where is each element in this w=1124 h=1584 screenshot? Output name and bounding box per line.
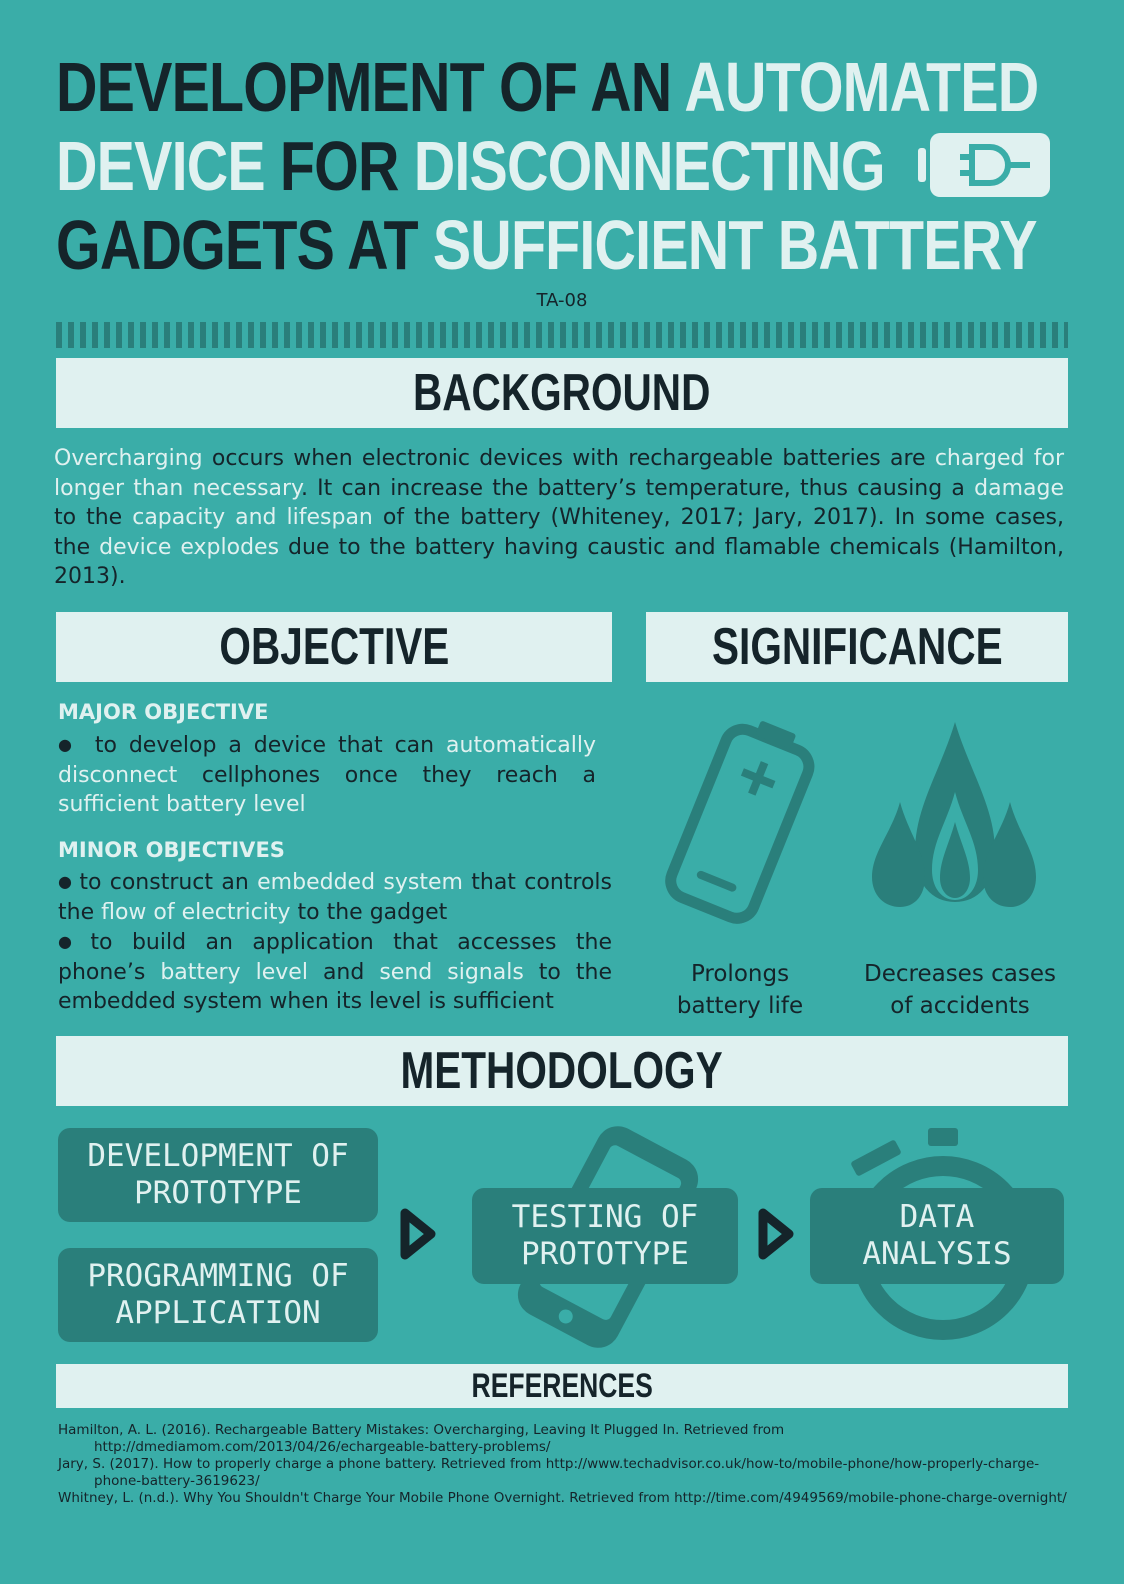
bullet-icon (58, 930, 90, 955)
body-text: to the embedded system when its level is sufficient (58, 959, 612, 1014)
significance-heading-bar (646, 612, 1068, 682)
poster-title (56, 48, 1039, 285)
significance-caption-2 (850, 958, 1070, 1022)
methodology-heading: METHODOLOGY (400, 1042, 724, 1100)
significance-heading: SIGNIFICANCE (711, 618, 1003, 676)
bullet-icon (58, 870, 79, 895)
background-heading: BACKGROUND (413, 364, 711, 422)
body-text: to construct an (79, 870, 258, 895)
title-highlight: DEVICE (56, 127, 280, 205)
reference-item: Whitney, L. (n.d.). Why You Shouldn't Charge Your Mobile Phone Overnight. Retrieved from http://time.com/4949569/mobile-phone-charge-overnight/ (58, 1490, 1067, 1506)
hl-text: sufficient battery level (58, 792, 306, 817)
method-step-programming (58, 1248, 378, 1342)
methodology-heading-bar (56, 1036, 1068, 1106)
body-text: of the battery (Whiteney, 2017; Jary, 2017). In some cases, the (54, 505, 1064, 560)
hl-text: battery level (160, 959, 308, 985)
step-line: ANALYSIS (862, 1236, 1012, 1272)
body-text: to the (54, 505, 133, 530)
bullet-icon (58, 733, 83, 758)
step-line: PROTOTYPE (134, 1175, 302, 1211)
hl-text: embedded system (257, 870, 463, 895)
hl-text: Overcharging (54, 446, 203, 471)
arrow-right-icon (400, 1208, 436, 1264)
step-line: PROTOTYPE (521, 1236, 689, 1272)
body-text: that controls the (58, 870, 612, 925)
reference-item: Hamilton, A. L. (2016). Rechargeable Battery Mistakes: Overcharging, Leaving It Plugged In. Retrieved from http://dmediamom.com/2013/04/26/echargeable-battery-problems/ (58, 1422, 785, 1455)
minor-objective-1 (58, 867, 612, 927)
body-text: to the gadget (290, 899, 448, 925)
major-objective-heading: MAJOR OBJECTIVE (58, 700, 269, 724)
body-text: occurs when electronic devices with rechargeable batteries are (202, 446, 935, 471)
hl-text: automatically disconnect (58, 733, 596, 788)
hl-text: capacity and lifespan (132, 505, 373, 530)
body-text: . It can increase the battery’s temperature, thus causing a (300, 475, 975, 501)
hl-text: send signals (379, 959, 524, 985)
body-text: to develop a device that can (82, 733, 447, 758)
objective-heading: OBJECTIVE (219, 618, 449, 676)
step-line: APPLICATION (115, 1295, 321, 1331)
title-text: GADGETS AT (56, 206, 433, 284)
objective-heading-bar (56, 612, 612, 682)
references-heading-bar (56, 1364, 1068, 1408)
step-line: TESTING OF (511, 1199, 699, 1235)
hl-text: flow of electricity (101, 899, 291, 925)
background-paragraph (54, 444, 1064, 592)
background-heading-bar (56, 358, 1068, 428)
minor-objective-text (58, 867, 612, 1017)
title-highlight: DISCONNECTING (413, 127, 885, 205)
caption-line: battery life (676, 993, 804, 1019)
major-objective-text (58, 730, 596, 820)
caption-line: Decreases cases (864, 961, 1056, 987)
reference-item: Jary, S. (2017). How to properly charge a phone battery. Retrieved from http://www.techadvisor.co.uk/how-to/mobile-phone/how-properly-charge-phone-battery-3619623/ (58, 1456, 1040, 1489)
plug-badge-notch (918, 148, 926, 182)
method-step-development (58, 1128, 378, 1222)
step-line: DEVELOPMENT OF (87, 1138, 349, 1174)
project-code: TA-08 (536, 290, 588, 311)
title-highlight: AUTOMATED (684, 48, 1039, 126)
references-heading: REFERENCES (471, 1367, 653, 1405)
body-text: due to the battery having caustic and flamable chemicals (Hamilton, 2013). (54, 534, 1064, 589)
hl-text: device explodes (99, 534, 280, 560)
minor-objective-2 (58, 927, 612, 1017)
step-line: DATA (899, 1199, 975, 1235)
body-text: cellphones once they reach a (177, 762, 596, 788)
method-step-data-analysis (810, 1188, 1064, 1284)
title-highlight: SUFFICIENT BATTERY (432, 206, 1037, 284)
body-text: to build an application that accesses the phone’s (58, 930, 612, 985)
minor-objectives-heading: MINOR OBJECTIVES (58, 838, 285, 862)
arrow-right-icon (758, 1208, 794, 1264)
body-text: and (307, 959, 380, 985)
dashed-divider (56, 322, 1068, 348)
title-text: DEVELOPMENT OF AN (56, 48, 685, 126)
references-list (58, 1422, 1068, 1507)
method-step-testing (472, 1188, 738, 1284)
flame-icon (870, 722, 1040, 916)
battery-icon (650, 716, 830, 940)
significance-caption-1 (640, 958, 840, 1022)
caption-line: Prolongs (690, 961, 790, 987)
step-line: PROGRAMMING OF (87, 1258, 349, 1294)
hl-text: charged for longer than necessary (54, 446, 1064, 501)
hl-text: damage (974, 475, 1064, 501)
title-text: FOR (279, 127, 414, 205)
plug-icon (930, 133, 1050, 197)
caption-line: of accidents (890, 993, 1030, 1019)
